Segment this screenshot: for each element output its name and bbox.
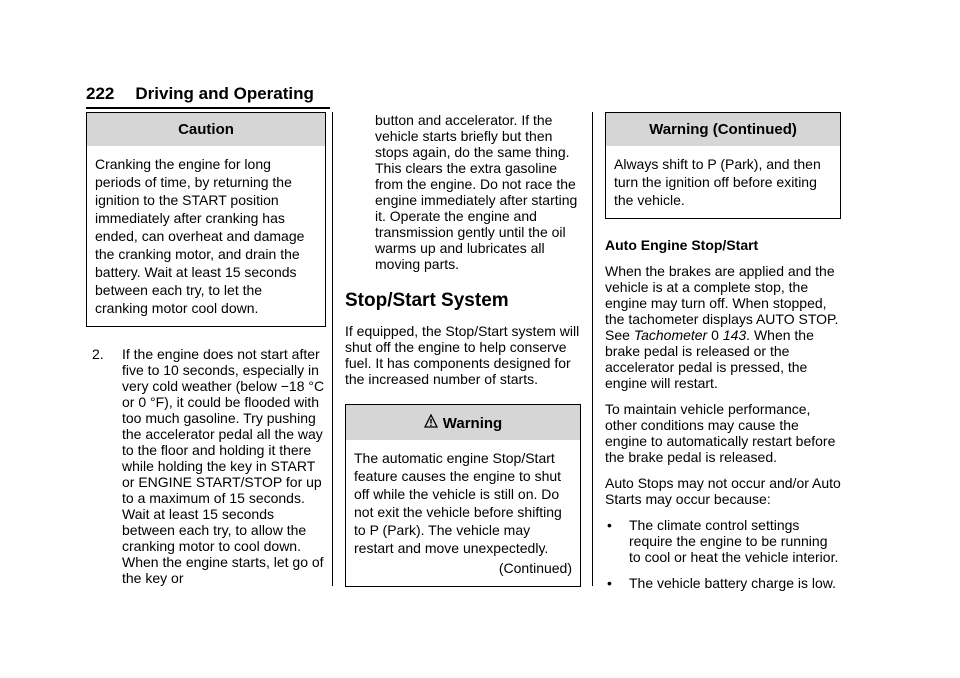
step-number: 2. xyxy=(92,346,104,362)
bullet-item xyxy=(605,575,841,591)
p1-text-after: . When the brake pedal is released or the accelerator pedal is pressed, the engine will restart. xyxy=(605,327,814,391)
caution-body: Cranking the engine for long periods of time, by returning the ignition to the START position immediately after cranking has ended, can overheat and damage the cranking motor, and drain the battery. Wait at least 15 seconds between each try, to let the cranking motor cool down. xyxy=(95,156,305,316)
warning-continued-body: Always shift to P (Park), and then turn the ignition off before exiting the vehicle. xyxy=(614,156,821,208)
caution-title: Caution xyxy=(87,113,325,146)
tachometer-link[interactable]: Tachometer xyxy=(633,327,708,343)
step-text: If the engine does not start after five to 10 seconds, especially in very cold weather (below −18 °C or 0 °F), it could be flooded with too much gasoline. Try pushing the accelerator pedal all the way to the floor and holding it there while holding the key in START or ENGINE START/STOP for up to a maximum of 15 seconds. Wait at least 15 seconds between each try, to allow the cranking motor to cool down. When the engine starts, let go of the key or xyxy=(122,346,325,586)
section-title: Driving and Operating xyxy=(135,84,314,103)
step-2 xyxy=(86,346,326,586)
column-divider xyxy=(592,112,593,586)
column-3 xyxy=(605,112,841,591)
header-rule xyxy=(86,107,330,109)
column-divider xyxy=(332,112,333,586)
continued-paragraph: button and accelerator. If the vehicle starts briefly but then stops again, do the same thing. This clears the extra gasoline from the engine. Do not race the engine immediately after starting it. Operate the engine and transmission gently until the oil warms up and lubricates all moving parts. xyxy=(375,112,578,272)
bullet-text: The climate control settings require the engine to be running to cool or heat the vehicle interior. xyxy=(629,517,839,565)
caution-box xyxy=(86,112,326,327)
stopstart-heading: Stop/Start System xyxy=(345,290,509,311)
page-header xyxy=(86,83,844,105)
warning-body: The automatic engine Stop/Start feature causes the engine to shut off while the vehicle is still on. Do not exit the vehicle before shifting to P (Park). The vehicle may restart and move unexpectedly. xyxy=(354,450,562,556)
page-number: 222 xyxy=(86,84,115,103)
column-1 xyxy=(86,112,326,586)
warning-triangle-icon xyxy=(424,414,438,432)
warning-continued-title: Warning (Continued) xyxy=(606,113,840,146)
bullet-glyph: • xyxy=(607,575,612,591)
p1-text: When the brakes are applied and the vehicle is at a complete stop, the engine may turn off. When stopped, the tachometer displays AUTO STOP. See xyxy=(605,263,839,343)
page-ref-icon: 0 xyxy=(711,327,719,343)
column-2 xyxy=(345,112,581,587)
auto-stop-paragraph-1 xyxy=(605,263,841,391)
auto-stop-heading: Auto Engine Stop/Start xyxy=(605,237,759,253)
warning-continued: (Continued) xyxy=(498,560,572,576)
warning-title: Warning xyxy=(442,415,503,432)
auto-stop-paragraph-3: Auto Stops may not occur and/or Auto Starts may occur because: xyxy=(605,475,841,507)
bullet-text: The vehicle battery charge is low. xyxy=(629,575,836,591)
warning-box xyxy=(345,404,581,587)
page-ref[interactable]: 143 xyxy=(722,327,747,343)
bullet-glyph: • xyxy=(607,517,612,533)
auto-stop-paragraph-2: To maintain vehicle performance, other conditions may cause the engine to automatically restart before the brake pedal is released. xyxy=(605,401,836,465)
warning-body-wrap xyxy=(346,440,580,586)
bullet-item xyxy=(605,517,841,565)
warning-title-bar xyxy=(346,405,580,440)
stopstart-intro: If equipped, the Stop/Start system will shut off the engine to help conserve fuel. It has components designed for the increased number of starts. xyxy=(345,323,580,387)
warning-continued-box xyxy=(605,112,841,219)
